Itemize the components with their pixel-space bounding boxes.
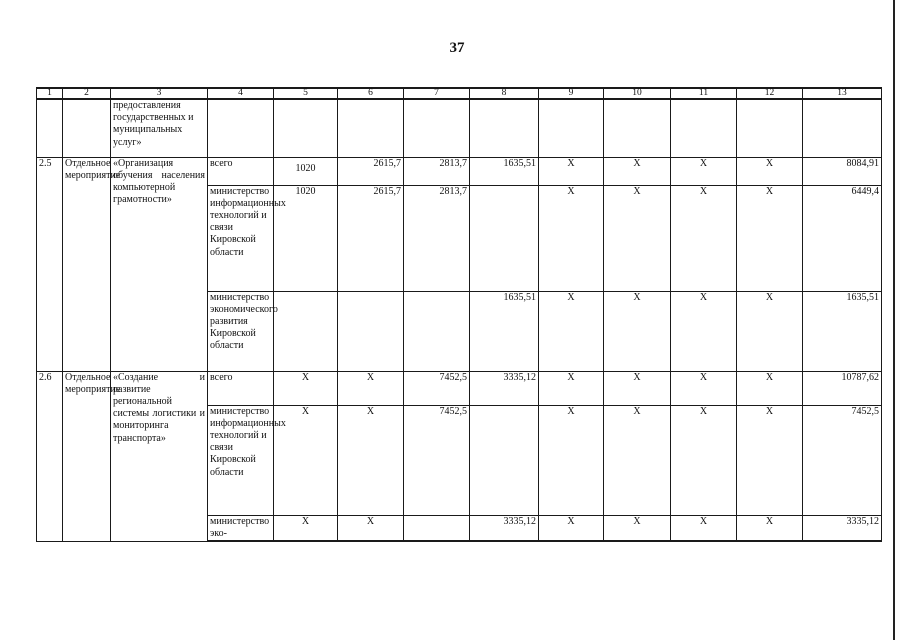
cell-value: X xyxy=(671,291,737,371)
header-cell: 11 xyxy=(671,88,737,99)
header-cell: 3 xyxy=(111,88,208,99)
cell-value: 3335,12 xyxy=(470,371,539,405)
cell-empty xyxy=(404,99,470,157)
cell-value: 7452,5 xyxy=(404,371,470,405)
cell-empty xyxy=(737,99,803,157)
cell-value: X xyxy=(539,371,604,405)
cell-value: X xyxy=(338,371,404,405)
header-cell: 4 xyxy=(208,88,274,99)
cell-value xyxy=(470,405,539,515)
cell-empty xyxy=(63,99,111,157)
header-cell: 6 xyxy=(338,88,404,99)
table-row-continuation xyxy=(37,99,882,157)
cell-empty xyxy=(539,99,604,157)
cell-value: 1020 xyxy=(274,185,338,291)
cell-empty xyxy=(671,99,737,157)
cell-value: X xyxy=(604,515,671,541)
cell-value: X xyxy=(671,185,737,291)
header-cell: 5 xyxy=(274,88,338,99)
cell-value: X xyxy=(604,157,671,185)
table-row-2-5-total xyxy=(37,157,882,185)
cell-value: X xyxy=(604,405,671,515)
cell-value: X xyxy=(338,515,404,541)
cell-value: 7452,5 xyxy=(404,405,470,515)
cell-executor: министерство информационных технологий и связи Кировской области xyxy=(208,185,274,291)
cell-value: X xyxy=(737,157,803,185)
cell-value xyxy=(338,291,404,371)
cell-value xyxy=(404,515,470,541)
cell-empty xyxy=(37,99,63,157)
cell-value: X xyxy=(737,515,803,541)
budget-table xyxy=(36,87,882,542)
cell-value: 1020 xyxy=(274,157,338,185)
cell-executor: министерство экономического развития Кировской области xyxy=(208,291,274,371)
cell-executor: всего xyxy=(208,157,274,185)
header-cell: 9 xyxy=(539,88,604,99)
cell-value: X xyxy=(671,371,737,405)
cell-value: X xyxy=(671,405,737,515)
cell-value: X xyxy=(539,291,604,371)
header-row xyxy=(37,88,882,99)
cell-value: 1635,51 xyxy=(803,291,882,371)
cell-empty xyxy=(803,99,882,157)
cell-value: X xyxy=(671,157,737,185)
cell-value: 8084,91 xyxy=(803,157,882,185)
cell-activity-name-cont: предоставления государственных и муниципальных услуг» xyxy=(111,99,208,157)
cell-value: X xyxy=(274,405,338,515)
cell-value: X xyxy=(737,185,803,291)
cell-value: X xyxy=(604,185,671,291)
cell-value: X xyxy=(539,157,604,185)
cell-value: X xyxy=(338,405,404,515)
cell-value: X xyxy=(671,515,737,541)
cell-value: X xyxy=(604,291,671,371)
cell-value: X xyxy=(539,185,604,291)
cell-value: 6449,4 xyxy=(803,185,882,291)
cell-item-number: 2.5 xyxy=(37,157,63,371)
cell-value: X xyxy=(604,371,671,405)
cell-activity-kind: Отдельное мероприятие xyxy=(63,371,111,541)
cell-value: 7452,5 xyxy=(803,405,882,515)
cell-value: X xyxy=(274,515,338,541)
cell-empty xyxy=(338,99,404,157)
cell-value: X xyxy=(274,371,338,405)
cell-value: 3335,12 xyxy=(803,515,882,541)
cell-value: 2615,7 xyxy=(338,185,404,291)
cell-activity-name: «Организация обучения населения компьютерной грамотности» xyxy=(111,157,208,371)
cell-executor: министерство информационных технологий и связи Кировской области xyxy=(208,405,274,515)
cell-value: 2813,7 xyxy=(404,185,470,291)
cell-empty xyxy=(470,99,539,157)
cell-empty xyxy=(604,99,671,157)
cell-value: 1635,51 xyxy=(470,291,539,371)
cell-value xyxy=(404,291,470,371)
cell-activity-kind: Отдельное мероприятие xyxy=(63,157,111,371)
cell-empty xyxy=(274,99,338,157)
cell-executor: министерство эко- xyxy=(208,515,274,541)
cell-value xyxy=(274,291,338,371)
cell-value: X xyxy=(737,405,803,515)
header-cell: 13 xyxy=(803,88,882,99)
cell-value: X xyxy=(539,515,604,541)
cell-value: X xyxy=(737,371,803,405)
cell-empty xyxy=(208,99,274,157)
cell-value: X xyxy=(539,405,604,515)
header-cell: 10 xyxy=(604,88,671,99)
scan-edge-line xyxy=(893,0,895,640)
page-number: 37 xyxy=(449,40,465,56)
header-cell: 2 xyxy=(63,88,111,99)
cell-value: 1635,51 xyxy=(470,157,539,185)
cell-value xyxy=(470,185,539,291)
cell-item-number: 2.6 xyxy=(37,371,63,541)
cell-value: 10787,62 xyxy=(803,371,882,405)
cell-value: 2615,7 xyxy=(338,157,404,185)
header-cell: 12 xyxy=(737,88,803,99)
cell-executor: всего xyxy=(208,371,274,405)
table-row-2-6-total xyxy=(37,371,882,405)
cell-value: 2813,7 xyxy=(404,157,470,185)
header-cell: 8 xyxy=(470,88,539,99)
header-cell: 1 xyxy=(37,88,63,99)
header-cell: 7 xyxy=(404,88,470,99)
cell-value: X xyxy=(737,291,803,371)
cell-value: 3335,12 xyxy=(470,515,539,541)
cell-activity-name: «Создание и развитие региональной системы логистики и мониторинга транспорта» xyxy=(111,371,208,541)
